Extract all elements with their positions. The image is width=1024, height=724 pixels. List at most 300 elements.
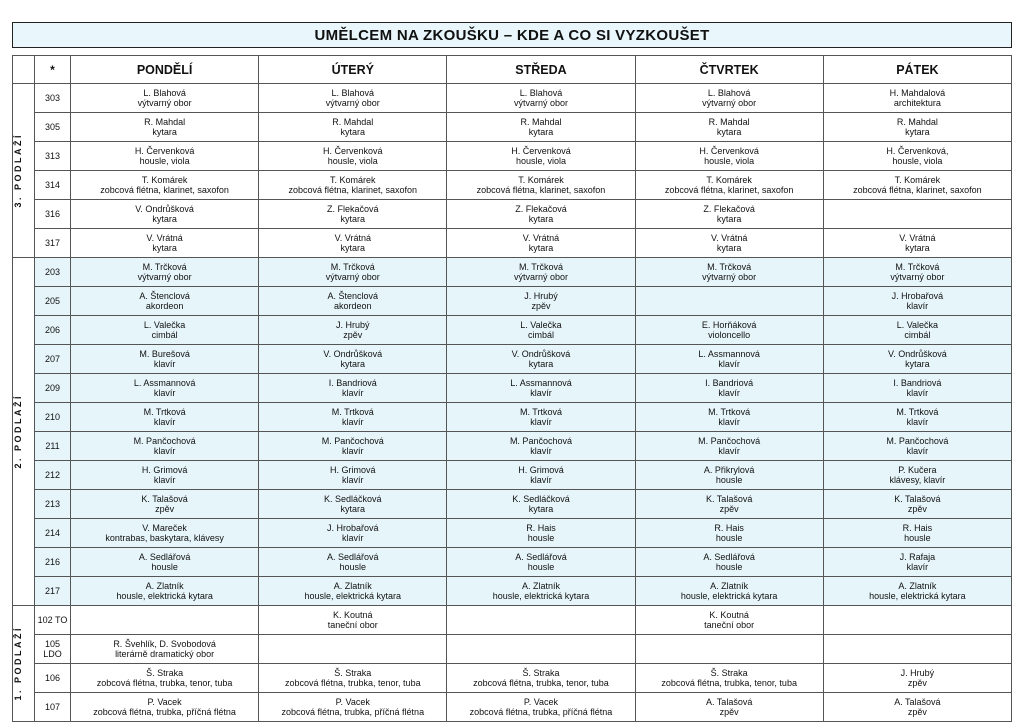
- subject-name: zobcová flétna, trubka, příčná flétna: [469, 707, 613, 717]
- room-number: 305: [35, 113, 71, 142]
- teacher-name: M. Trčková: [142, 262, 187, 272]
- subject-name: výtvarný obor: [702, 272, 757, 282]
- schedule-cell-friday: [823, 432, 1011, 461]
- table-row: [13, 345, 1012, 374]
- teacher-name: L. Blahová: [331, 88, 375, 98]
- subject-name: klavír: [342, 475, 364, 485]
- teacher-name: K. Talašová: [894, 494, 941, 504]
- teacher-name: A. Štenclová: [139, 291, 190, 301]
- schedule-cell-tuesday: [259, 490, 447, 519]
- subject-name: housle, elektrická kytara: [680, 591, 778, 601]
- schedule-cell-wednesday: [447, 171, 635, 200]
- teacher-name: M. Trtková: [331, 407, 374, 417]
- schedule-cell-thursday: [635, 403, 823, 432]
- schedule-cell-friday: [823, 664, 1011, 693]
- table-row: [13, 113, 1012, 142]
- subject-name: kytara: [528, 127, 554, 137]
- teacher-name: A. Talašová: [894, 697, 941, 707]
- floor-label: 2. PODLAŽÍ: [13, 394, 23, 469]
- teacher-name: K. Talašová: [141, 494, 188, 504]
- table-row: [13, 287, 1012, 316]
- teacher-name: P. Vacek: [335, 697, 370, 707]
- teacher-name: R. Hais: [902, 523, 933, 533]
- floor-label-cell: [13, 84, 35, 258]
- subject-name: kytara: [905, 243, 930, 253]
- teacher-name: R. Hais: [714, 523, 744, 533]
- schedule-cell-monday: [71, 229, 259, 258]
- subject-name: kytara: [340, 504, 366, 514]
- teacher-name: V. Vrátná: [899, 233, 936, 243]
- schedule-cell-friday: [823, 577, 1011, 606]
- schedule-cell-wednesday: [447, 432, 635, 461]
- schedule-cell-wednesday: [447, 374, 635, 403]
- subject-name: klavír: [342, 533, 364, 543]
- teacher-name: L. Assmannová: [510, 378, 572, 388]
- schedule-cell-monday: [71, 635, 259, 664]
- subject-name: zpěv: [907, 707, 927, 717]
- table-row: [13, 142, 1012, 171]
- subject-name: zobcová flétna, trubka, příčná flétna: [281, 707, 425, 717]
- subject-name: zpěv: [907, 678, 927, 688]
- subject-name: kytara: [528, 243, 554, 253]
- schedule-cell-monday: [71, 345, 259, 374]
- teacher-name: A. Sedlářová: [327, 552, 379, 562]
- day-header-friday: PÁTEK: [823, 56, 1011, 84]
- schedule-cell-thursday: [635, 461, 823, 490]
- teacher-name: V. Vrátná: [334, 233, 371, 243]
- teacher-name: A. Zlatník: [898, 581, 937, 591]
- teacher-name: K. Koutná: [709, 610, 749, 620]
- teacher-name: T. Komárek: [894, 175, 941, 185]
- teacher-name: J. Rafaja: [899, 552, 936, 562]
- teacher-name: M. Pančochová: [698, 436, 761, 446]
- teacher-name: Z. Flekačová: [515, 204, 567, 214]
- schedule-cell-wednesday: [447, 461, 635, 490]
- teacher-name: H. Grimová: [330, 465, 376, 475]
- schedule-cell-friday: [823, 606, 1011, 635]
- schedule-cell-wednesday: [447, 113, 635, 142]
- table-row: [13, 171, 1012, 200]
- room-header-cell: *: [35, 56, 71, 84]
- schedule-cell-wednesday: [447, 519, 635, 548]
- subject-name: housle, viola: [515, 156, 566, 166]
- table-row: [13, 693, 1012, 722]
- schedule-cell-wednesday: [447, 606, 635, 635]
- schedule-cell-monday: [71, 490, 259, 519]
- teacher-name: T. Komárek: [141, 175, 188, 185]
- subject-name: housle: [715, 562, 743, 572]
- subject-name: klavír: [342, 417, 364, 427]
- teacher-name: V. Vrátná: [146, 233, 183, 243]
- schedule-cell-tuesday: [259, 606, 447, 635]
- schedule-cell-tuesday: [259, 635, 447, 664]
- table-row: [13, 316, 1012, 345]
- teacher-name: V. Ondrůšková: [511, 349, 571, 359]
- teacher-name: V. Ondrůšková: [888, 349, 947, 359]
- subject-name: zobcová flétna, klarinet, saxofon: [476, 185, 606, 195]
- teacher-name: A. Štenclová: [327, 291, 379, 301]
- table-row: [13, 577, 1012, 606]
- subject-name: housle, viola: [327, 156, 378, 166]
- table-row: [13, 200, 1012, 229]
- table-row: [13, 635, 1012, 664]
- schedule-cell-thursday: [635, 693, 823, 722]
- room-number: 213: [35, 490, 71, 519]
- subject-name: klavír: [153, 417, 176, 427]
- teacher-name: K. Sedláčková: [324, 494, 382, 504]
- table-row: [13, 461, 1012, 490]
- subject-name: zpěv: [907, 504, 927, 514]
- teacher-name: J. Hrubý: [524, 291, 558, 301]
- teacher-name: L. Blahová: [519, 88, 563, 98]
- teacher-name: J. Hrobařová: [327, 523, 379, 533]
- subject-name: architektura: [893, 98, 941, 108]
- schedule-cell-wednesday: [447, 548, 635, 577]
- room-number: 106: [35, 664, 71, 693]
- teacher-name: I. Bandriová: [328, 378, 377, 388]
- subject-name: výtvarný obor: [137, 98, 192, 108]
- subject-name: cimbál: [904, 330, 931, 340]
- room-number: 217: [35, 577, 71, 606]
- schedule-cell-monday: [71, 287, 259, 316]
- subject-name: klavír: [153, 446, 176, 456]
- subject-name: kytara: [528, 359, 554, 369]
- teacher-name: I. Bandriová: [893, 378, 942, 388]
- room-number: 205: [35, 287, 71, 316]
- subject-name: kytara: [528, 504, 554, 514]
- schedule-cell-monday: [71, 461, 259, 490]
- schedule-cell-monday: [71, 374, 259, 403]
- teacher-name: P. Vacek: [147, 697, 182, 707]
- schedule-cell-monday: [71, 693, 259, 722]
- teacher-name: V. Vrátná: [710, 233, 748, 243]
- schedule-cell-wednesday: [447, 577, 635, 606]
- room-number: 102 TO: [35, 606, 71, 635]
- room-number: 303: [35, 84, 71, 113]
- schedule-cell-wednesday: [447, 403, 635, 432]
- schedule-cell-thursday: [635, 606, 823, 635]
- subject-name: kytara: [152, 127, 177, 137]
- subject-name: klavír: [906, 446, 929, 456]
- floor-label-cell: [13, 606, 35, 722]
- schedule-cell-friday: [823, 258, 1011, 287]
- subject-name: housle: [715, 475, 743, 485]
- table-row: [13, 490, 1012, 519]
- teacher-name: L. Assmannová: [133, 378, 196, 388]
- table-row: [13, 403, 1012, 432]
- teacher-name: A. Přikrylová: [703, 465, 755, 475]
- subject-name: výtvarný obor: [513, 272, 568, 282]
- subject-name: literárně dramatický obor: [115, 649, 215, 659]
- schedule-cell-monday: [71, 577, 259, 606]
- subject-name: zpěv: [155, 504, 175, 514]
- schedule-cell-tuesday: [259, 548, 447, 577]
- teacher-name: V. Ondrůšková: [323, 349, 383, 359]
- subject-name: kytara: [340, 127, 366, 137]
- room-number: 209: [35, 374, 71, 403]
- teacher-name: J. Hrubý: [900, 668, 935, 678]
- subject-name: zpěv: [343, 330, 363, 340]
- teacher-name: M. Pančochová: [886, 436, 949, 446]
- schedule-cell-friday: [823, 490, 1011, 519]
- schedule-cell-friday: [823, 519, 1011, 548]
- teacher-name: H. Grimová: [141, 465, 188, 475]
- schedule-cell-thursday: [635, 635, 823, 664]
- subject-name: akordeon: [145, 301, 184, 311]
- schedule-cell-monday: [71, 200, 259, 229]
- schedule-cell-monday: [71, 171, 259, 200]
- schedule-cell-wednesday: [447, 490, 635, 519]
- teacher-name: A. Zlatník: [145, 581, 184, 591]
- teacher-name: I. Bandriová: [705, 378, 754, 388]
- subject-name: klavír: [153, 475, 176, 485]
- schedule-cell-thursday: [635, 374, 823, 403]
- teacher-name: Š. Straka: [334, 668, 372, 678]
- schedule-table: [12, 55, 1012, 722]
- teacher-name: H. Červenková: [511, 146, 571, 156]
- schedule-cell-tuesday: [259, 84, 447, 113]
- room-number: 206: [35, 316, 71, 345]
- subject-name: kytara: [905, 359, 930, 369]
- day-header-wednesday: STŘEDA: [447, 56, 635, 84]
- schedule-cell-thursday: [635, 577, 823, 606]
- teacher-name: V. Ondrůšková: [135, 204, 194, 214]
- subject-name: kontrabas, baskytara, klávesy: [105, 533, 224, 543]
- teacher-name: A. Sedlářová: [138, 552, 191, 562]
- subject-name: klavír: [906, 417, 929, 427]
- subject-name: housle, viola: [892, 156, 943, 166]
- teacher-name: L. Assmannová: [698, 349, 760, 359]
- schedule-cell-thursday: [635, 171, 823, 200]
- subject-name: klavír: [530, 388, 552, 398]
- schedule-cell-friday: [823, 229, 1011, 258]
- subject-name: výtvarný obor: [513, 98, 568, 108]
- floor-header-cell: [13, 56, 35, 84]
- schedule-cell-thursday: [635, 345, 823, 374]
- teacher-name: M. Trčková: [330, 262, 375, 272]
- schedule-cell-thursday: [635, 200, 823, 229]
- room-number: 203: [35, 258, 71, 287]
- subject-name: zobcová flétna, klarinet, saxofon: [288, 185, 418, 195]
- floor-label: 3. PODLAŽÍ: [13, 133, 23, 208]
- teacher-name: Š. Straka: [146, 668, 184, 678]
- table-row: [13, 229, 1012, 258]
- subject-name: cimbál: [151, 330, 178, 340]
- subject-name: zobcová flétna, trubka, tenor, tuba: [284, 678, 421, 688]
- subject-name: klavír: [718, 417, 740, 427]
- room-number: 317: [35, 229, 71, 258]
- teacher-name: H. Červenková: [323, 146, 383, 156]
- teacher-name: T. Komárek: [518, 175, 564, 185]
- subject-name: zobcová flétna, trubka, příčná flétna: [93, 707, 236, 717]
- schedule-cell-tuesday: [259, 142, 447, 171]
- teacher-name: M. Burešová: [139, 349, 190, 359]
- subject-name: housle, elektrická kytara: [869, 591, 966, 601]
- subject-name: housle: [715, 533, 743, 543]
- schedule-cell-wednesday: [447, 229, 635, 258]
- subject-name: kytara: [528, 214, 554, 224]
- teacher-name: H. Červenková,: [886, 146, 949, 156]
- schedule-cell-thursday: [635, 84, 823, 113]
- teacher-name: Š. Straka: [522, 668, 560, 678]
- schedule-cell-friday: [823, 345, 1011, 374]
- day-header-tuesday: ÚTERÝ: [259, 56, 447, 84]
- subject-name: housle: [904, 533, 931, 543]
- schedule-cell-friday: [823, 316, 1011, 345]
- teacher-name: H. Červenková: [134, 146, 195, 156]
- subject-name: cimbál: [527, 330, 554, 340]
- subject-name: kytara: [905, 127, 930, 137]
- teacher-name: M. Pančochová: [509, 436, 572, 446]
- floor-label-cell: [13, 258, 35, 606]
- subject-name: klavír: [906, 562, 929, 572]
- schedule-cell-friday: [823, 635, 1011, 664]
- schedule-cell-thursday: [635, 287, 823, 316]
- subject-name: zobcová flétna, klarinet, saxofon: [664, 185, 794, 195]
- schedule-cell-friday: [823, 200, 1011, 229]
- subject-name: klavír: [906, 301, 929, 311]
- teacher-name: A. Zlatník: [333, 581, 372, 591]
- teacher-name: R. Mahdal: [896, 117, 938, 127]
- subject-name: housle, elektrická kytara: [304, 591, 402, 601]
- schedule-cell-monday: [71, 664, 259, 693]
- schedule-cell-thursday: [635, 548, 823, 577]
- schedule-cell-friday: [823, 693, 1011, 722]
- subject-name: kytara: [340, 214, 366, 224]
- page-title: UMĚLCEM NA ZKOUŠKU – KDE A CO SI VYZKOUŠET: [12, 22, 1012, 48]
- schedule-cell-friday: [823, 403, 1011, 432]
- teacher-name: M. Pančochová: [133, 436, 196, 446]
- table-row: [13, 374, 1012, 403]
- teacher-name: T. Komárek: [706, 175, 752, 185]
- teacher-name: H. Mahdalová: [889, 88, 946, 98]
- day-header-thursday: ČTVRTEK: [635, 56, 823, 84]
- schedule-cell-tuesday: [259, 287, 447, 316]
- schedule-cell-monday: [71, 113, 259, 142]
- subject-name: housle, viola: [704, 156, 755, 166]
- room-number: 316: [35, 200, 71, 229]
- room-number: 105 LDO: [35, 635, 71, 664]
- subject-name: kytara: [340, 359, 366, 369]
- subject-name: kytara: [340, 243, 366, 253]
- subject-name: kytara: [716, 214, 742, 224]
- subject-name: housle: [527, 533, 555, 543]
- teacher-name: R. Mahdal: [332, 117, 374, 127]
- schedule-cell-wednesday: [447, 84, 635, 113]
- subject-name: zobcová flétna, trubka, tenor, tuba: [661, 678, 797, 688]
- subject-name: klavír: [906, 388, 929, 398]
- schedule-cell-friday: [823, 113, 1011, 142]
- teacher-name: M. Trčková: [707, 262, 752, 272]
- room-number: 212: [35, 461, 71, 490]
- teacher-name: J. Hrubý: [336, 320, 370, 330]
- subject-name: výtvarný obor: [702, 98, 757, 108]
- teacher-name: E. Horňáková: [701, 320, 757, 330]
- table-row: [13, 664, 1012, 693]
- schedule-cell-friday: [823, 171, 1011, 200]
- teacher-name: R. Mahdal: [708, 117, 750, 127]
- subject-name: klavír: [718, 446, 740, 456]
- teacher-name: L. Valečka: [520, 320, 562, 330]
- schedule-cell-thursday: [635, 258, 823, 287]
- subject-name: kytara: [152, 243, 177, 253]
- teacher-name: H. Červenková: [699, 146, 759, 156]
- teacher-name: K. Koutná: [333, 610, 373, 620]
- subject-name: housle: [151, 562, 178, 572]
- teacher-name: P. Vacek: [523, 697, 559, 707]
- teacher-name: Š. Straka: [710, 668, 748, 678]
- schedule-cell-friday: [823, 142, 1011, 171]
- schedule-cell-tuesday: [259, 113, 447, 142]
- day-header-monday: PONDĚLÍ: [71, 56, 259, 84]
- teacher-name: M. Trtková: [519, 407, 562, 417]
- subject-name: klávesy, klavír: [889, 475, 946, 485]
- subject-name: výtvarný obor: [325, 98, 380, 108]
- subject-name: klavír: [530, 417, 552, 427]
- teacher-name: R. Hais: [526, 523, 556, 533]
- schedule-cell-tuesday: [259, 519, 447, 548]
- subject-name: zpěv: [719, 504, 739, 514]
- subject-name: zpěv: [719, 707, 739, 717]
- teacher-name: M. Trčková: [895, 262, 940, 272]
- teacher-name: L. Valečka: [143, 320, 186, 330]
- schedule-cell-friday: [823, 84, 1011, 113]
- schedule-cell-wednesday: [447, 345, 635, 374]
- schedule-cell-wednesday: [447, 287, 635, 316]
- room-number: 214: [35, 519, 71, 548]
- table-row: [13, 548, 1012, 577]
- teacher-name: R. Mahdal: [144, 117, 186, 127]
- schedule-cell-monday: [71, 606, 259, 635]
- subject-name: housle, viola: [139, 156, 190, 166]
- subject-name: kytara: [716, 243, 742, 253]
- schedule-cell-tuesday: [259, 461, 447, 490]
- subject-name: klavír: [530, 475, 552, 485]
- teacher-name: M. Trtková: [896, 407, 939, 417]
- subject-name: violoncello: [708, 330, 751, 340]
- room-number: 211: [35, 432, 71, 461]
- header-row: [13, 56, 1012, 84]
- teacher-name: Z. Flekačová: [327, 204, 379, 214]
- teacher-name: L. Blahová: [143, 88, 186, 98]
- room-number: 314: [35, 171, 71, 200]
- subject-name: zobcová flétna, klarinet, saxofon: [100, 185, 229, 195]
- teacher-name: M. Trtková: [708, 407, 751, 417]
- schedule-cell-thursday: [635, 664, 823, 693]
- subject-name: klavír: [153, 359, 176, 369]
- schedule-cell-monday: [71, 403, 259, 432]
- teacher-name: R. Mahdal: [520, 117, 562, 127]
- subject-name: zobcová flétna, trubka, tenor, tuba: [96, 678, 233, 688]
- schedule-cell-thursday: [635, 432, 823, 461]
- schedule-cell-tuesday: [259, 664, 447, 693]
- teacher-name: H. Grimová: [518, 465, 564, 475]
- schedule-cell-wednesday: [447, 316, 635, 345]
- schedule-cell-tuesday: [259, 229, 447, 258]
- subject-name: kytara: [716, 127, 742, 137]
- teacher-name: M. Pančochová: [321, 436, 384, 446]
- schedule-cell-thursday: [635, 113, 823, 142]
- subject-name: výtvarný obor: [890, 272, 945, 282]
- schedule-cell-tuesday: [259, 374, 447, 403]
- teacher-name: T. Komárek: [330, 175, 376, 185]
- schedule-cell-wednesday: [447, 693, 635, 722]
- teacher-name: M. Trtková: [143, 407, 186, 417]
- schedule-cell-friday: [823, 548, 1011, 577]
- schedule-cell-wednesday: [447, 200, 635, 229]
- schedule-cell-tuesday: [259, 432, 447, 461]
- schedule-cell-friday: [823, 461, 1011, 490]
